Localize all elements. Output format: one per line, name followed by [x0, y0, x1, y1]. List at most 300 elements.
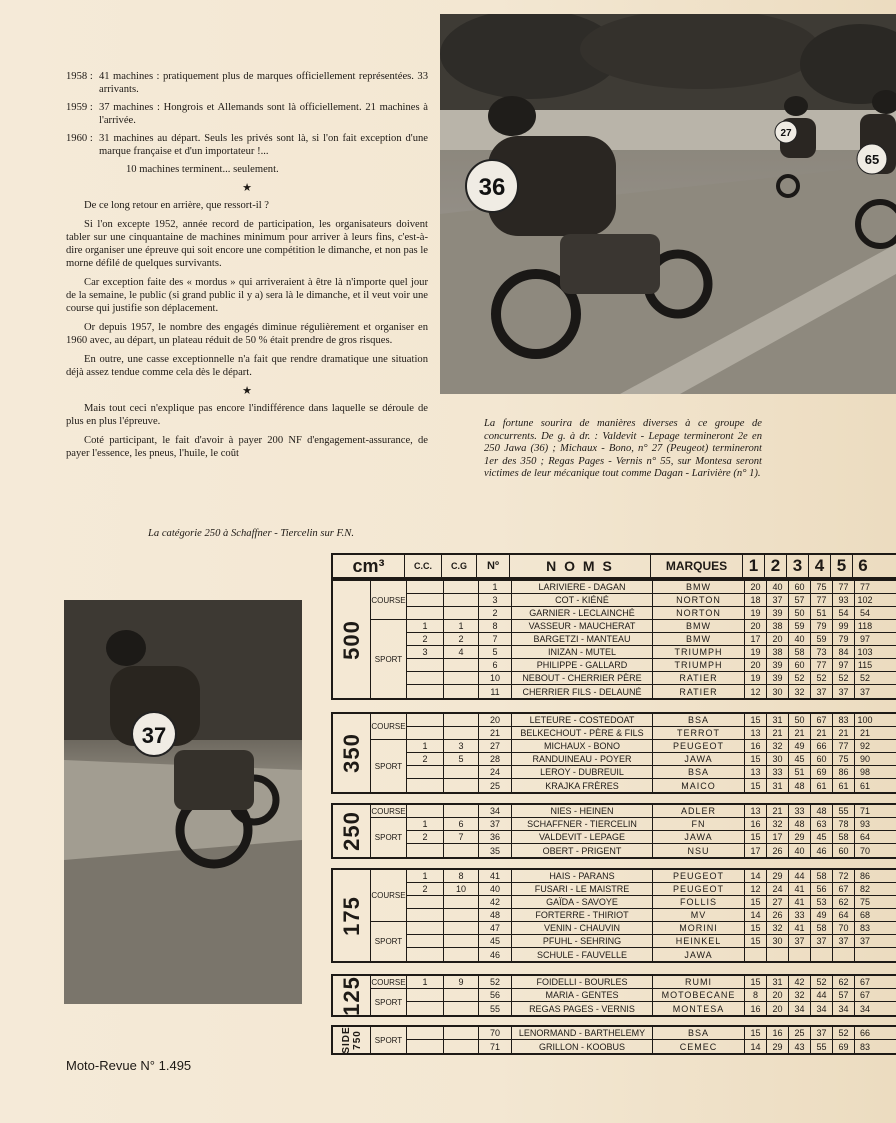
- page-footer: Moto-Revue N° 1.495: [66, 1058, 192, 1073]
- table-row: [407, 659, 896, 672]
- lap-2-value: 32: [767, 818, 789, 830]
- lap-3-value: 49: [789, 740, 811, 752]
- lap-6-value: 100: [857, 715, 873, 725]
- lap-5-value: [833, 948, 855, 961]
- lap-4-value: 52: [811, 976, 833, 988]
- lap-3-value: 34: [789, 1002, 811, 1015]
- lap-2-value: 27: [767, 896, 789, 908]
- lap-5-value: 57: [833, 989, 855, 1001]
- cc-rank: 1: [407, 620, 444, 632]
- table-row: [407, 1002, 896, 1015]
- cg-rank: 6: [444, 818, 479, 830]
- category-label: COURSE: [371, 581, 406, 620]
- cg-rank: [444, 909, 479, 921]
- lap-5-value: 52: [833, 672, 855, 684]
- race-number: 42: [479, 896, 512, 908]
- table-block-6: [331, 1025, 896, 1055]
- rider-names: VASSEUR - MAUCHERAT: [512, 620, 653, 632]
- lap-2-value: 30: [767, 753, 789, 765]
- header-marques: MARQUES: [651, 555, 743, 577]
- make: BMW: [653, 581, 745, 593]
- displacement-label: [333, 976, 371, 1015]
- lap-6-value: 70: [859, 845, 870, 856]
- make: ADLER: [653, 805, 745, 817]
- rider-names: GARNIER - LECLAINCHÉ: [512, 607, 653, 619]
- lap-2-value: 20: [767, 1002, 789, 1015]
- make: CEMEC: [653, 1040, 745, 1053]
- lap-1-value: 15: [745, 753, 767, 765]
- category-label: COURSE: [371, 714, 406, 740]
- lap-5-value: 62: [833, 896, 855, 908]
- lap-6-value: 118: [857, 621, 873, 631]
- cc-rank: 2: [407, 831, 444, 843]
- lap-5-value: 67: [833, 883, 855, 895]
- lap-4-value: 44: [811, 989, 833, 1001]
- cg-rank: [444, 607, 479, 619]
- race-number: 71: [479, 1040, 512, 1053]
- table-row: [407, 831, 896, 844]
- lap-6-value: 52: [859, 673, 870, 683]
- lap-6-value: 82: [859, 884, 870, 894]
- displacement-label: [333, 714, 371, 792]
- lap-2-value: 32: [767, 922, 789, 934]
- paragraph-4: Or depuis 1957, le nombre des engagés diminue régulièrement et organiser en 1960 avec, au départ, un plateau réduit de 50 % était prendre de gros risques.: [66, 322, 428, 346]
- race-photo-image: [440, 14, 896, 394]
- rider-names: LARIVIERE - DAGAN: [512, 581, 653, 593]
- bike-number-37: 37: [141, 723, 167, 748]
- cg-rank: [444, 1040, 479, 1053]
- cc-rank: [407, 909, 444, 921]
- table-row: [407, 594, 896, 607]
- rider-names: HAIS - PARANS: [512, 870, 653, 882]
- lap-4-value: 58: [811, 922, 833, 934]
- lap-4-value: 60: [811, 753, 833, 765]
- cg-rank: [444, 844, 479, 857]
- lap-4-value: 46: [811, 844, 833, 857]
- rider-names: LEROY - DUBREUIL: [512, 766, 653, 778]
- rider-names: LENORMAND - BARTHELEMY: [512, 1027, 653, 1039]
- table-row: [407, 779, 896, 792]
- cg-rank: [444, 779, 479, 792]
- lap-2-value: 30: [767, 685, 789, 698]
- lap-1-value: 15: [745, 1027, 767, 1039]
- make: TERROT: [653, 727, 745, 739]
- lap-4-value: 69: [811, 766, 833, 778]
- header-lap-1: 1: [743, 555, 765, 577]
- paragraph-2: Si l'on excepte 1952, année record de participation, les organisateurs doivent tabler sur une cinquantaine de machines minimum pour arriver à leurs fins, c'est-à-dire organiser une épreuve qui soit encore une compétition le dimanche, et non pas le morne défilé de quelques survivants.: [66, 219, 428, 269]
- race-number: 56: [479, 989, 512, 1001]
- lap-1-value: 13: [745, 766, 767, 778]
- lap-1-value: 13: [745, 805, 767, 817]
- lap-5-value: 62: [833, 976, 855, 988]
- category-label: SPORT: [374, 761, 403, 771]
- header-no: Nº: [477, 555, 510, 577]
- lap-4-value: 77: [811, 659, 833, 671]
- table-row: [407, 633, 896, 646]
- photo-caption: La fortune sourira de manières diverses à ce groupe de concurrents. De g. à dr. : Valdevit - Lepage termineront 2e en 250 Jawa (36) ; Michaux - Bono, n° 27 (Peugeot) termineront 1er des 350 ; Regas Pages - Vernis n° 55, sur Montesa seront victimes de leur mécanique tout comme Dagan - Larivière (n° 1).: [484, 418, 762, 480]
- lap-3-value: 41: [789, 883, 811, 895]
- lap-4-value: 48: [811, 805, 833, 817]
- race-number: 35: [479, 844, 512, 857]
- make: TRIUMPH: [653, 646, 745, 658]
- table-row: [407, 727, 896, 740]
- cc-rank: [407, 1040, 444, 1053]
- lap-6-value: 115: [857, 660, 873, 670]
- lap-3-value: 48: [789, 818, 811, 830]
- lap-1-value: 20: [745, 659, 767, 671]
- category-column: [371, 1027, 407, 1053]
- table-row: [407, 646, 896, 659]
- race-number: 36: [479, 831, 512, 843]
- lap-1-value: 18: [745, 594, 767, 606]
- rider-names: MARIA - GENTES: [512, 989, 653, 1001]
- rider-names: SCHAFFNER - TIERCELIN: [512, 818, 653, 830]
- lap-6-value: 75: [859, 897, 870, 907]
- race-number: 27: [479, 740, 512, 752]
- lap-4-value: 53: [811, 896, 833, 908]
- cg-rank: [444, 896, 479, 908]
- lap-5-value: 77: [833, 581, 855, 593]
- make: BMW: [653, 633, 745, 645]
- lap-6-value: 71: [859, 806, 870, 816]
- lap-3-value: 43: [789, 1040, 811, 1053]
- cc-rank: [407, 922, 444, 934]
- lap-4-value: 79: [811, 620, 833, 632]
- cg-rank: [444, 727, 479, 739]
- lap-6-value: 83: [859, 923, 870, 933]
- rider-names: RANDUINEAU - POYER: [512, 753, 653, 765]
- lap-6-value: 64: [859, 832, 870, 842]
- lap-2-value: 37: [767, 594, 789, 606]
- header-lap-3: 3: [787, 555, 809, 577]
- cg-rank: 8: [444, 870, 479, 882]
- table-row: [407, 935, 896, 948]
- race-number: 6: [479, 659, 512, 671]
- lap-2-value: 40: [767, 581, 789, 593]
- rider-photo-image: [64, 600, 302, 1004]
- rider-names: REGAS PAGES - VERNIS: [512, 1002, 653, 1015]
- table-row: [407, 753, 896, 766]
- lap-3-value: 50: [789, 714, 811, 726]
- cg-rank: [444, 805, 479, 817]
- lap-2-value: 39: [767, 607, 789, 619]
- photo2-caption: La catégorie 250 à Schaffner - Tiercelin sur F.N.: [148, 528, 354, 539]
- header-noms: N O M S: [510, 555, 651, 577]
- cc-rank: [407, 989, 444, 1001]
- cg-rank: [444, 685, 479, 698]
- lap-3-value: 48: [789, 779, 811, 792]
- race-photo: [440, 14, 896, 394]
- lap-6-value: 61: [859, 780, 870, 791]
- cg-rank: [444, 714, 479, 726]
- lap-2-value: 20: [767, 989, 789, 1001]
- displacement-value: 125: [338, 975, 364, 1016]
- table-row: [407, 607, 896, 620]
- lap-4-value: 75: [811, 581, 833, 593]
- lap-5-value: 72: [833, 870, 855, 882]
- lap-5-value: 37: [833, 935, 855, 947]
- lap-6-value: 67: [859, 990, 870, 1000]
- make: MONTESA: [653, 1002, 745, 1015]
- table-row: [407, 844, 896, 857]
- lap-2-value: [767, 948, 789, 961]
- displacement-value: 500: [338, 619, 364, 660]
- lap-3-value: 37: [789, 935, 811, 947]
- lap-3-value: 32: [789, 685, 811, 698]
- category-column: [371, 870, 407, 961]
- finish-line: 10 machines terminent... seulement.: [126, 164, 279, 175]
- cg-rank: [444, 766, 479, 778]
- race-number: 47: [479, 922, 512, 934]
- lap-1-value: 19: [745, 672, 767, 684]
- rider-names: INIZAN - MUTEL: [512, 646, 653, 658]
- lap-3-value: [789, 948, 811, 961]
- lap-4-value: 67: [811, 714, 833, 726]
- make: MAICO: [653, 779, 745, 792]
- lap-4-value: 66: [811, 740, 833, 752]
- lap-6-value: 92: [859, 741, 870, 751]
- table-row: [407, 714, 896, 727]
- race-number: 7: [479, 633, 512, 645]
- lap-6-value: 21: [859, 728, 870, 738]
- cg-rank: [444, 948, 479, 961]
- cc-rank: [407, 805, 444, 817]
- cc-rank: 1: [407, 740, 444, 752]
- make: PEUGEOT: [653, 870, 745, 882]
- lap-6-value: 54: [859, 608, 870, 618]
- rider-names: GAÏDA - SAVOYE: [512, 896, 653, 908]
- star-separator-2: ★: [242, 385, 252, 397]
- race-number: 24: [479, 766, 512, 778]
- race-number: 20: [479, 714, 512, 726]
- lap-4-value: 51: [811, 607, 833, 619]
- lap-3-value: 42: [789, 976, 811, 988]
- rider-names: PHILIPPE - GALLARD: [512, 659, 653, 671]
- bike-number-65: 65: [864, 152, 880, 167]
- lap-6-value: 86: [859, 871, 870, 881]
- cg-rank: 3: [444, 740, 479, 752]
- make: TRIUMPH: [653, 659, 745, 671]
- race-number: 40: [479, 883, 512, 895]
- make: FN: [653, 818, 745, 830]
- lap-5-value: 86: [833, 766, 855, 778]
- lap-5-value: 97: [833, 659, 855, 671]
- category-column: [371, 976, 407, 1015]
- table-row: [407, 896, 896, 909]
- rider-names: BARGETZI - MANTEAU: [512, 633, 653, 645]
- lap-1-value: 16: [745, 818, 767, 830]
- rider-names: MICHAUX - BONO: [512, 740, 653, 752]
- race-number: 41: [479, 870, 512, 882]
- lap-2-value: 29: [767, 1040, 789, 1053]
- lap-4-value: 56: [811, 883, 833, 895]
- rider-names: VALDEVIT - LEPAGE: [512, 831, 653, 843]
- make: JAWA: [653, 753, 745, 765]
- lap-2-value: 31: [767, 714, 789, 726]
- lap-2-value: 30: [767, 935, 789, 947]
- make: JAWA: [653, 948, 745, 961]
- lap-4-value: 58: [811, 870, 833, 882]
- make: NORTON: [653, 607, 745, 619]
- lap-3-value: 25: [789, 1027, 811, 1039]
- lap-2-value: 38: [767, 646, 789, 658]
- lap-1-value: 13: [745, 727, 767, 739]
- lap-4-value: 59: [811, 633, 833, 645]
- table-block-4: [331, 868, 896, 963]
- table-row: [407, 620, 896, 633]
- race-number: 21: [479, 727, 512, 739]
- lap-6-value: 103: [857, 647, 873, 657]
- cc-rank: 2: [407, 883, 444, 895]
- table-row: [407, 1027, 896, 1040]
- cg-rank: 9: [444, 976, 479, 988]
- make: BSA: [653, 714, 745, 726]
- lap-6-value: 37: [859, 686, 870, 697]
- cc-rank: [407, 581, 444, 593]
- cg-rank: [444, 672, 479, 684]
- cg-rank: [444, 922, 479, 934]
- table-row: [407, 805, 896, 818]
- lap-6-value: 37: [859, 936, 870, 946]
- lap-1-value: 15: [745, 935, 767, 947]
- lap-3-value: 58: [789, 646, 811, 658]
- lap-1-value: 16: [745, 740, 767, 752]
- header-lap-4: 4: [809, 555, 831, 577]
- category-column: [371, 714, 407, 792]
- lap-6-value: 98: [859, 767, 870, 777]
- race-number: 48: [479, 909, 512, 921]
- cc-rank: [407, 766, 444, 778]
- cg-rank: 7: [444, 831, 479, 843]
- lap-5-value: 21: [833, 727, 855, 739]
- cg-rank: 2: [444, 633, 479, 645]
- cg-rank: [444, 989, 479, 1001]
- lap-5-value: 69: [833, 1040, 855, 1053]
- displacement-label: [333, 870, 371, 961]
- header-cg: C.G: [442, 555, 477, 577]
- lap-6-value: 34: [859, 1003, 870, 1014]
- lap-2-value: 31: [767, 779, 789, 792]
- lap-1-value: 15: [745, 779, 767, 792]
- lap-6-value: 83: [859, 1041, 870, 1052]
- lap-5-value: 54: [833, 607, 855, 619]
- race-number: 1: [479, 581, 512, 593]
- lap-6-value: 93: [859, 819, 870, 829]
- displacement-value: SIDE 750: [340, 1026, 363, 1054]
- lap-1-value: 19: [745, 646, 767, 658]
- rider-photo: [64, 600, 302, 1004]
- lap-3-value: 41: [789, 922, 811, 934]
- lap-5-value: 93: [833, 594, 855, 606]
- lap-2-value: 33: [767, 766, 789, 778]
- table-block-3: [331, 803, 896, 859]
- category-label: SPORT: [374, 1035, 403, 1045]
- race-number: 3: [479, 594, 512, 606]
- header-cm3: cm³: [333, 555, 405, 577]
- results-table-header: [331, 553, 896, 579]
- header-cc: C.C.: [405, 555, 442, 577]
- rider-names: FOIDELLI - BOURLES: [512, 976, 653, 988]
- race-number: 37: [479, 818, 512, 830]
- lap-1-value: 12: [745, 883, 767, 895]
- cg-rank: [444, 581, 479, 593]
- lap-6-value: 67: [859, 977, 870, 987]
- displacement-value: 250: [338, 811, 364, 851]
- lap-2-value: 17: [767, 831, 789, 843]
- lap-1-value: [745, 948, 767, 961]
- displacement-value: 350: [338, 733, 364, 773]
- cc-rank: [407, 844, 444, 857]
- table-row: [407, 976, 896, 989]
- race-number: 25: [479, 779, 512, 792]
- lap-2-value: 16: [767, 1027, 789, 1039]
- category-column: [371, 805, 407, 857]
- lap-5-value: 77: [833, 740, 855, 752]
- lap-1-value: 20: [745, 620, 767, 632]
- cc-rank: [407, 714, 444, 726]
- lap-5-value: 70: [833, 922, 855, 934]
- rider-names: OBERT - PRIGENT: [512, 844, 653, 857]
- lap-6-value: 68: [859, 910, 870, 920]
- lap-5-value: 55: [833, 805, 855, 817]
- cg-rank: [444, 1027, 479, 1039]
- race-number: 28: [479, 753, 512, 765]
- make: MOTOBECANE: [653, 989, 745, 1001]
- race-number: 45: [479, 935, 512, 947]
- lap-2-value: 24: [767, 883, 789, 895]
- lap-2-value: 39: [767, 659, 789, 671]
- lap-3-value: 60: [789, 659, 811, 671]
- lap-4-value: 77: [811, 594, 833, 606]
- make: NSU: [653, 844, 745, 857]
- year-1959: 1959 : 37 machines : Hongrois et Allemands sont là officiellement. 21 machines à l'arrivée.: [66, 102, 428, 126]
- lap-1-value: 16: [745, 1002, 767, 1015]
- race-number: 11: [479, 685, 512, 698]
- lap-3-value: 50: [789, 607, 811, 619]
- category-column: [371, 581, 407, 698]
- lap-4-value: [811, 948, 833, 961]
- cc-rank: [407, 779, 444, 792]
- lap-1-value: 14: [745, 870, 767, 882]
- rider-names: LETEURE - COSTEDOAT: [512, 714, 653, 726]
- lap-5-value: 75: [833, 753, 855, 765]
- cc-rank: [407, 685, 444, 698]
- lap-3-value: 21: [789, 727, 811, 739]
- race-number: 55: [479, 1002, 512, 1015]
- table-row: [407, 740, 896, 753]
- lap-6-value: 77: [859, 582, 870, 592]
- header-lap-6: 6: [858, 556, 868, 575]
- lap-3-value: 29: [789, 831, 811, 843]
- table-block-2: [331, 712, 896, 794]
- star-separator-1: ★: [242, 182, 252, 194]
- lap-1-value: 19: [745, 607, 767, 619]
- lap-3-value: 59: [789, 620, 811, 632]
- rider-names: SCHULE - FAUVELLE: [512, 948, 653, 961]
- cc-rank: 2: [407, 753, 444, 765]
- make: BSA: [653, 1027, 745, 1039]
- make: MV: [653, 909, 745, 921]
- table-row: [407, 989, 896, 1002]
- table-row: [407, 909, 896, 922]
- lap-1-value: 15: [745, 976, 767, 988]
- lap-4-value: 52: [811, 672, 833, 684]
- lap-2-value: 26: [767, 844, 789, 857]
- rider-names: KRAJKA FRÈRES: [512, 779, 653, 792]
- lap-4-value: 55: [811, 1040, 833, 1053]
- lap-3-value: 41: [789, 896, 811, 908]
- cc-rank: [407, 672, 444, 684]
